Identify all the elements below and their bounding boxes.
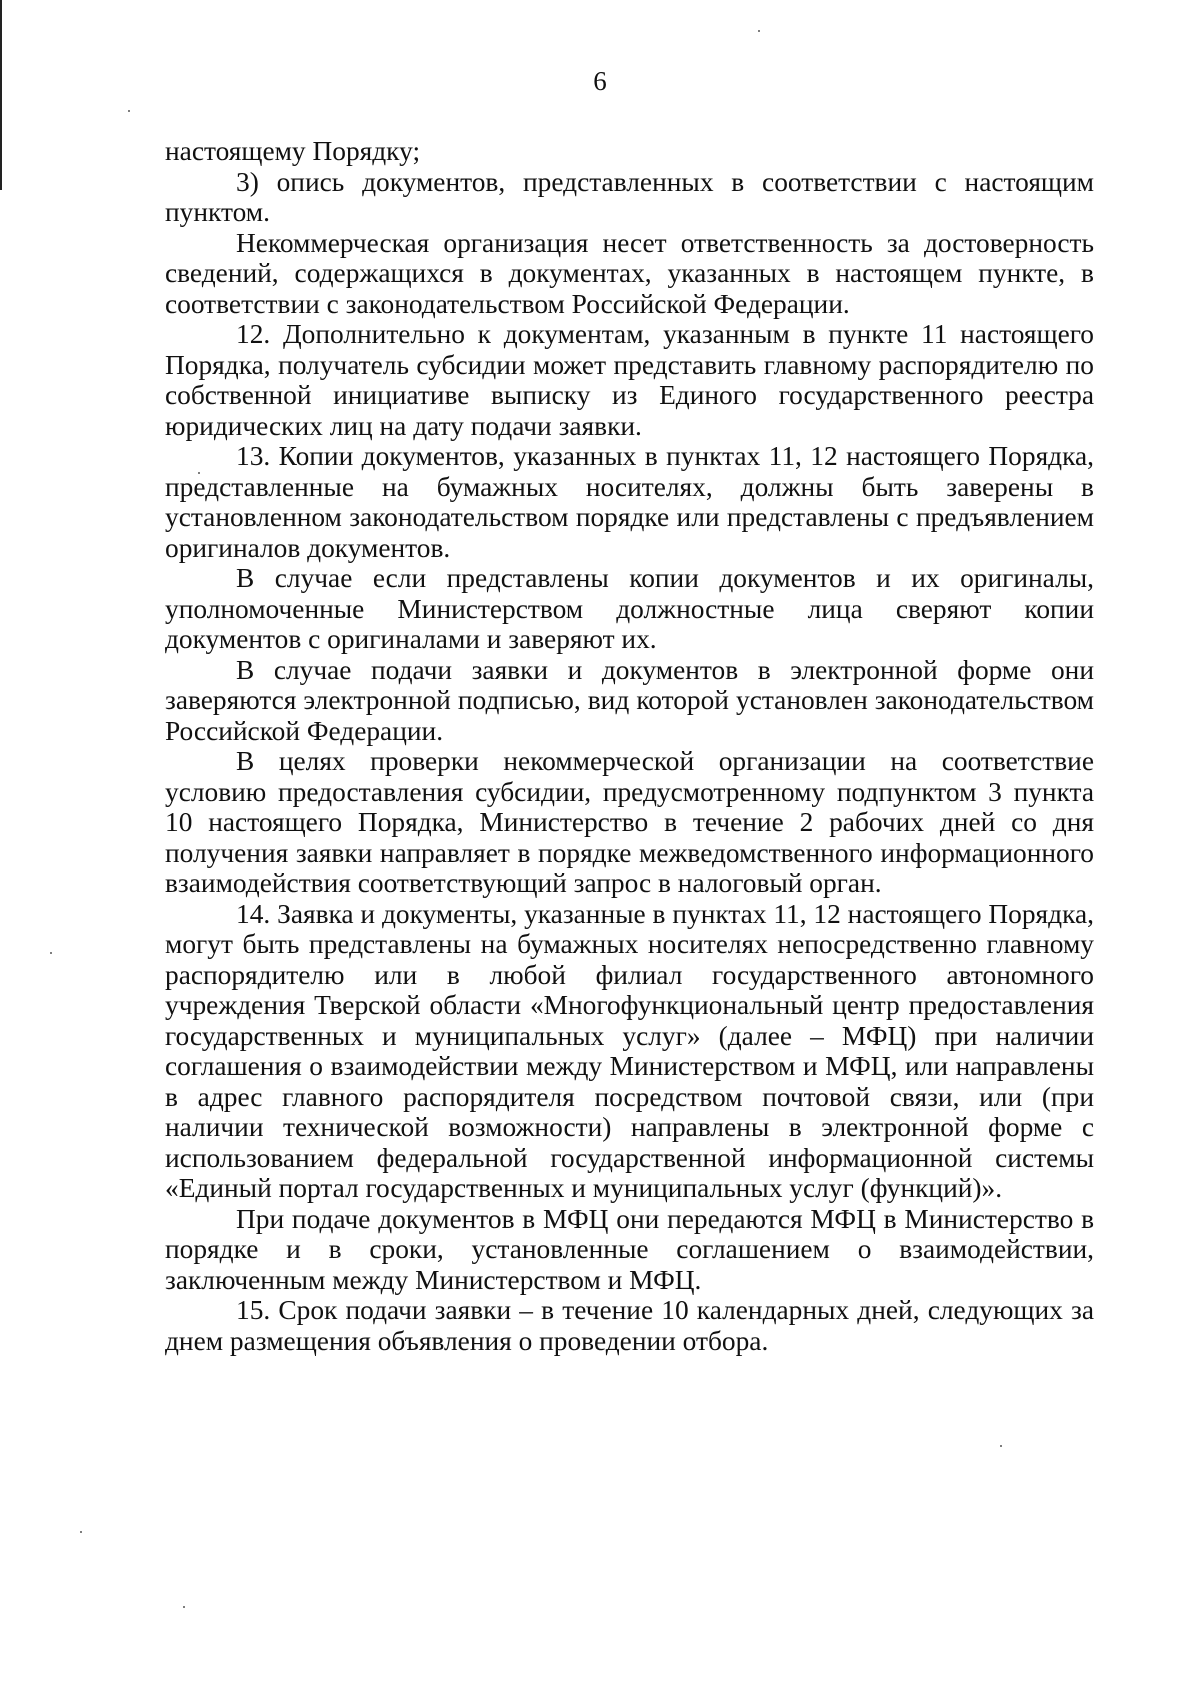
paragraph: При подаче документов в МФЦ они передаются МФЦ в Министерство в порядке и в сроки, установленные соглашением о взаимодействии, заключенным между Министерством и МФЦ. — [165, 1203, 1094, 1295]
scan-dot — [80, 1531, 82, 1533]
paragraph: настоящему Порядку; — [165, 136, 421, 166]
paragraph: В случае подачи заявки и документов в электронной форме они заверяются электронной подписью, вид которой установлен законодательством Российской Федерации. — [165, 654, 1094, 746]
scan-dot — [128, 110, 130, 112]
scan-dot — [758, 30, 760, 32]
scan-dot — [183, 1606, 185, 1608]
paragraph: 15. Срок подачи заявки – в течение 10 календарных дней, следующих за днем размещения объявления о проведении отбора. — [165, 1295, 1094, 1356]
paragraph: 14. Заявка и документы, указанные в пунктах 11, 12 настоящего Порядка, могут быть представлены на бумажных носителях непосредственно главному распорядителю или в любой филиал государственного автономного учреждения Тверской области «Многофункциональный центр предоставления государственных и муниципальных услуг» (далее – МФЦ) при наличии соглашения о взаимодействии между Министерством и МФЦ, или направлены в адрес главного распорядителя посредством почтовой связи, или (при наличии технической возможности) направлены в электронной форме с использованием федеральной государственной информационной системы «Единый портал государственных и муниципальных услуг (функций)». — [165, 898, 1094, 1203]
paragraph: В случае если представлены копии документов и их оригиналы, уполномоченные Министерством должностные лица сверяют копии документов с оригиналами и заверяют их. — [165, 563, 1094, 654]
paragraph: 13. Копии документов, указанных в пунктах 11, 12 настоящего Порядка, представленные на бумажных носителях, должны быть заверены в установленном законодательством порядке или представлены с предъявлением оригиналов документов. — [165, 441, 1094, 563]
paragraph: 12. Дополнительно к документам, указанным в пункте 11 настоящего Порядка, получатель субсидии может представить главному распорядителю по собственной инициативе выписку из Единого государственного реестра юридических лиц на дату подачи заявки. — [165, 319, 1094, 441]
document-body — [165, 136, 1094, 1356]
paragraph: В целях проверки некоммерческой организации на соответствие условию предоставления субсидии, предусмотренному подпунктом 3 пункта 10 настоящего Порядка, Министерство в течение 2 рабочих дней со дня получения заявки направляет в порядке межведомственного информационного взаимодействия соответствующий запрос в налоговый орган. — [165, 746, 1094, 898]
paragraph: Некоммерческая организация несет ответственность за достоверность сведений, содержащихся в документах, указанных в настоящем пункте, в соответствии с законодательством Российской Федерации. — [165, 227, 1094, 319]
scan-dot — [1000, 1445, 1002, 1447]
scan-dot — [50, 952, 52, 954]
paragraph: 3) опись документов, представленных в соответствии с настоящим пунктом. — [165, 166, 1094, 227]
page-number: 6 — [593, 66, 607, 96]
